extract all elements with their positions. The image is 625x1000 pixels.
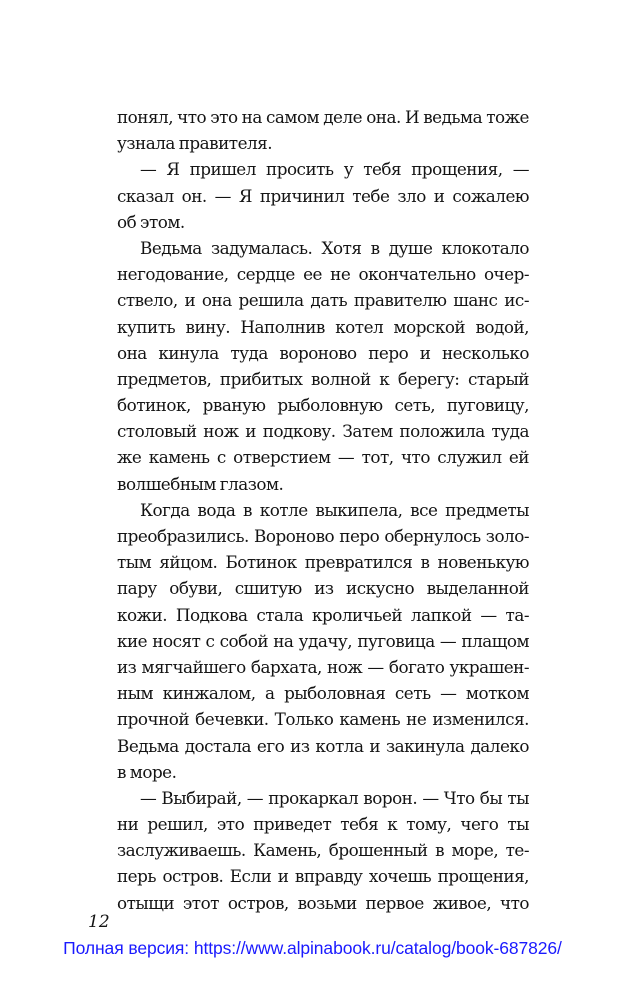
text-line: в море.	[117, 761, 177, 782]
text-line: она кинула туда вороново перо и несколько	[117, 342, 529, 363]
text-line: перь остров. Если и вправду хочешь прощения,	[117, 866, 529, 887]
text-line: — Выбирай, — прокаркал ворон. — Что бы ты	[140, 787, 529, 808]
text-line: заслуживаешь. Камень, брошенный в море, те-	[117, 840, 529, 861]
text-line: сказал он. — Я причинил тебе зло и сожалею	[117, 185, 529, 206]
text-line: же камень с отверстием — тот, что служил ей	[117, 447, 529, 468]
text-line: ствело, и она решила дать правителю шанс ис-	[117, 290, 529, 311]
text-line: преобразились. Вороново перо обернулось золо-	[117, 526, 529, 546]
text-line: ни решил, это приведет тебя к тому, чего ты	[117, 814, 529, 835]
text-line: Ведьма достала его из котла и закинула далеко	[117, 735, 529, 756]
text-line: прочной бечевки. Только камень не изменился.	[117, 709, 529, 730]
book-page-text	[117, 104, 529, 916]
text-line: тым яйцом. Ботинок превратился в новенькую	[117, 552, 529, 573]
text-line: об этом.	[117, 211, 185, 232]
full-version-link[interactable]: Полная версия: https://www.alpinabook.ru/catalog/book-687826/	[63, 938, 562, 958]
text-line: понял, что это на самом деле она. И ведьма тоже	[117, 107, 529, 127]
text-line: столовый нож и подкову. Затем положила туда	[117, 421, 529, 442]
text-line: Ведьма задумалась. Хотя в душе клокотало	[140, 237, 529, 258]
text-line: кожи. Подкова стала кроличьей лапкой — та-	[117, 604, 529, 625]
text-line: ным кинжалом, а рыболовная сеть — мотком	[117, 683, 529, 704]
page-number: 12	[88, 912, 110, 932]
text-line: узнала правителя.	[117, 133, 273, 154]
text-line: отыщи этот остров, возьми первое живое, что	[117, 892, 529, 913]
text-line: кие носят с собой на удачу, пуговица — плащом	[117, 630, 529, 651]
text-line: Когда вода в котле выкипела, все предметы	[140, 499, 529, 520]
text-line: волшебным глазом.	[117, 473, 284, 494]
text-line: пару обуви, сшитую из искусно выделанной	[117, 578, 529, 599]
text-line: ботинок, рваную рыболовную сеть, пуговицу,	[117, 395, 529, 416]
text-line: предметов, прибитых волной к берегу: старый	[117, 368, 529, 389]
text-line: купить вину. Наполнив котел морской водой,	[117, 316, 529, 337]
text-line: из мягчайшего бархата, нож — богато украшен-	[117, 656, 529, 677]
text-line: негодование, сердце ее не окончательно очер-	[117, 264, 529, 285]
text-line: — Я пришел просить у тебя прощения, —	[140, 159, 529, 180]
